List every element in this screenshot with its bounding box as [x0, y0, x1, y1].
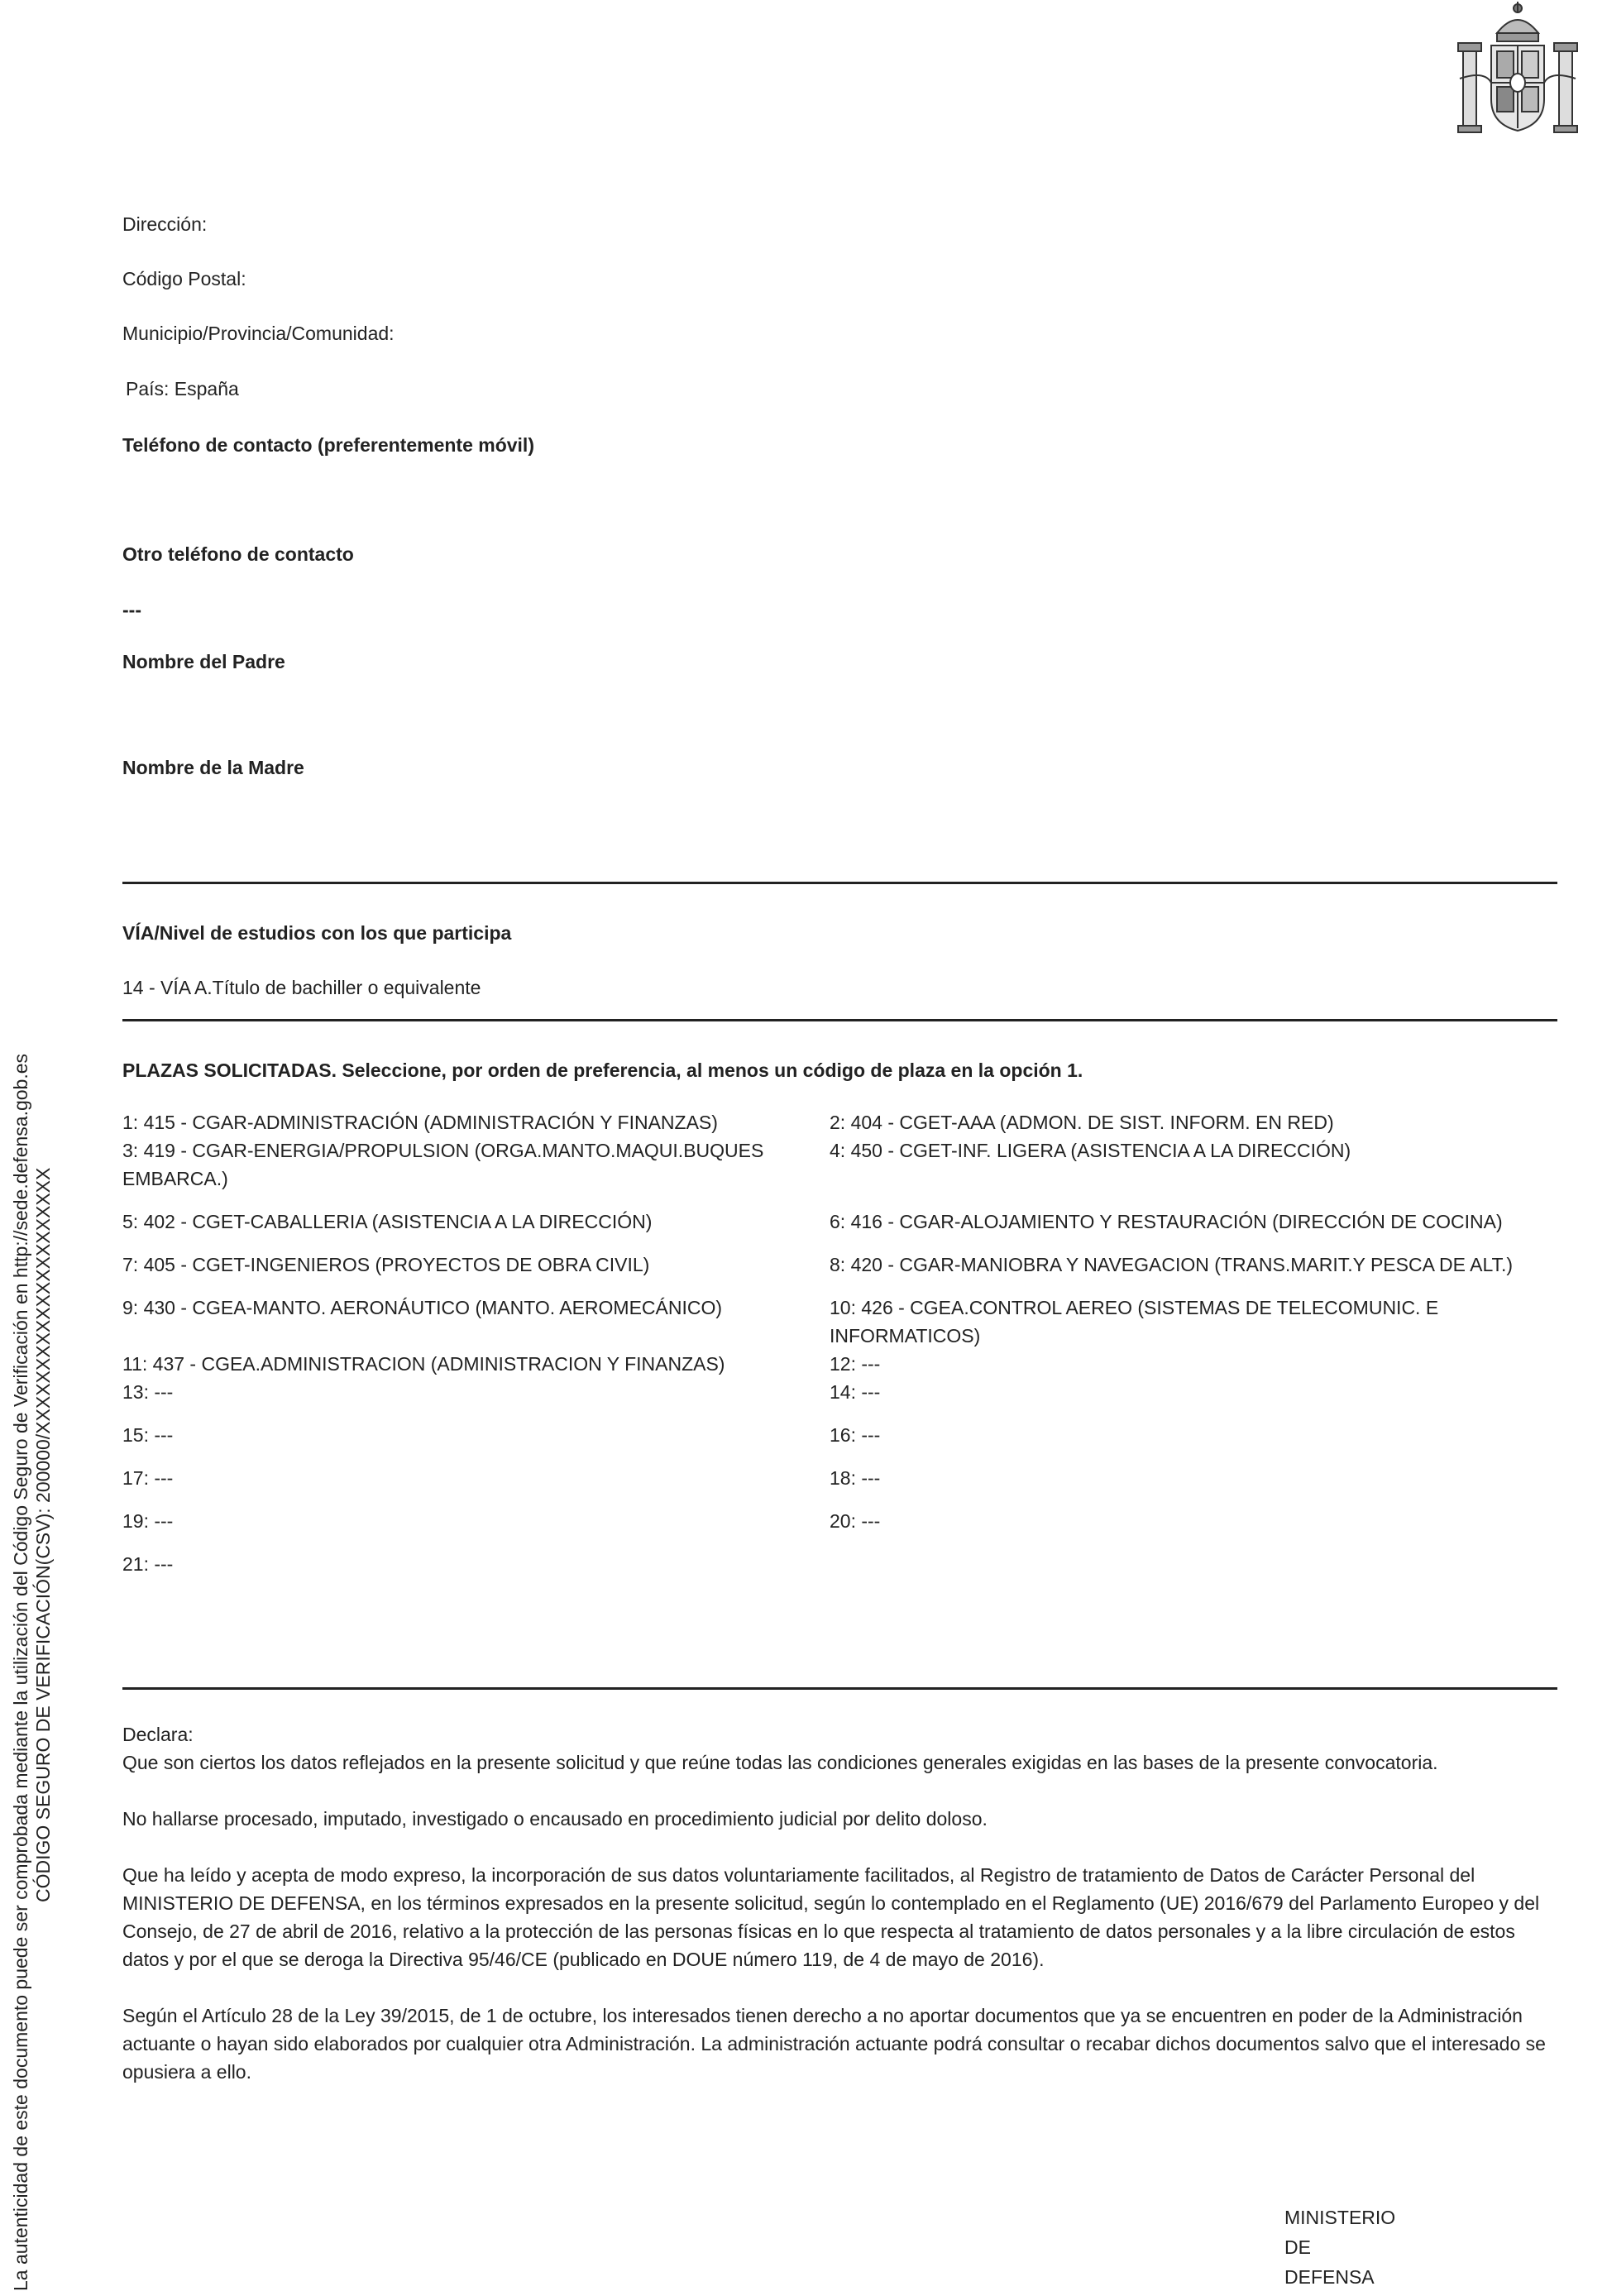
declara-paragraph: Según el Artículo 28 de la Ley 39/2015, de 1 de octubre, los interesados tienen derecho a no aportar documentos que ya se encuentren en poder de la Administración actuante o hayan sido elaborados por cualquier otra Administración. La administración actuante podrá consultar o recabar dichos documentos salvo que el interesado se opusiera a ello. — [122, 2005, 1546, 2083]
divider — [122, 882, 1557, 884]
estudios-value: 14 - VÍA A.Título de bachiller o equivalente — [122, 977, 481, 998]
side-text-line1: La autenticidad de este documento puede ser comprobada mediante la utilización del Código Seguro de Verificación en http://sede.defensa.gob.es — [10, 1053, 31, 2291]
plaza-item: 12: --- — [830, 1353, 881, 1375]
plaza-item: 3: 419 - CGAR-ENERGIA/PROPULSION (ORGA.MANTO.MAQUI.BUQUES EMBARCA.) — [122, 1140, 764, 1189]
plaza-item: 21: --- — [122, 1553, 174, 1575]
plaza-item: 20: --- — [830, 1510, 881, 1532]
plaza-item: 6: 416 - CGAR-ALOJAMIENTO Y RESTAURACIÓN (DIRECCIÓN DE COCINA) — [830, 1211, 1503, 1232]
footer-line: DE — [1284, 2236, 1311, 2258]
side-text-line2: CÓDIGO SEGURO DE VERIFICACIÓN(CSV): 200000/XXXXXXXXXXXXXXXXXXXXX — [32, 1167, 54, 1902]
plaza-item: 19: --- — [122, 1510, 174, 1532]
telefono-label: Teléfono de contacto (preferentemente móvil) — [122, 434, 534, 456]
declara-paragraph: No hallarse procesado, imputado, investigado o encausado en procedimiento judicial por delito doloso. — [122, 1808, 988, 1830]
padre-label: Nombre del Padre — [122, 651, 285, 672]
pais-label: País: España — [126, 378, 239, 399]
ministerio-footer — [1284, 2203, 1433, 2292]
plazas-title: PLAZAS SOLICITADAS. Seleccione, por orden de preferencia, al menos un código de plaza en la opción 1. — [122, 1060, 1083, 1081]
divider — [122, 1687, 1557, 1690]
estudios-label: VÍA/Nivel de estudios con los que participa — [122, 922, 512, 944]
plaza-item: 18: --- — [830, 1467, 881, 1489]
plaza-item: 7: 405 - CGET-INGENIEROS (PROYECTOS DE OBRA CIVIL) — [122, 1254, 650, 1275]
plaza-item: 17: --- — [122, 1467, 174, 1489]
declara-paragraph: Que ha leído y acepta de modo expreso, la incorporación de sus datos voluntariamente facilitados, al Registro de tratamiento de Datos de Carácter Personal del MINISTERIO DE DEFENSA, en los términos expresados en la presente solicitud, según lo contemplado en el Reglamento (UE) 2016/679 del Parlamento Europeo y del Consejo, de 27 de abril de 2016, relativo a la protección de las personas físicas en lo que respecta al tratamiento de datos personales y a la libre circulación de estos datos y por el que se deroga la Directiva 95/46/CE (publicado en DOUE número 119, de 4 de mayo de 2016). — [122, 1864, 1540, 1970]
direccion-label: Dirección: — [122, 213, 208, 235]
declara-paragraph: Que son ciertos los datos reflejados en la presente solicitud y que reúne todas las condiciones generales exigidas en las bases de la presente convocatoria. — [122, 1752, 1438, 1773]
plaza-item: 10: 426 - CGEA.CONTROL AEREO (SISTEMAS DE TELECOMUNIC. E INFORMATICOS) — [830, 1297, 1439, 1347]
municipio-label: Municipio/Provincia/Comunidad: — [122, 323, 395, 344]
plazas-list — [122, 1108, 1557, 1593]
plaza-item: 1: 415 - CGAR-ADMINISTRACIÓN (ADMINISTRACIÓN Y FINANZAS) — [122, 1112, 718, 1133]
plaza-item: 2: 404 - CGET-AAA (ADMON. DE SIST. INFORM. EN RED) — [830, 1112, 1334, 1133]
plaza-item: 13: --- — [122, 1381, 174, 1403]
madre-label: Nombre de la Madre — [122, 757, 304, 778]
footer-line: DEFENSA — [1284, 2266, 1375, 2288]
plaza-item: 4: 450 - CGET-INF. LIGERA (ASISTENCIA A LA DIRECCIÓN) — [830, 1140, 1351, 1161]
footer-line: MINISTERIO — [1284, 2207, 1396, 2228]
declaration-section — [122, 1720, 1557, 2114]
plaza-item: 5: 402 - CGET-CABALLERIA (ASISTENCIA A LA DIRECCIÓN) — [122, 1211, 653, 1232]
plaza-item: 11: 437 - CGEA.ADMINISTRACION (ADMINISTRACION Y FINANZAS) — [122, 1353, 725, 1375]
divider — [122, 1019, 1557, 1021]
plaza-item: 16: --- — [830, 1424, 881, 1446]
otro-telefono-value: --- — [122, 599, 141, 620]
plaza-item: 9: 430 - CGEA-MANTO. AERONÁUTICO (MANTO. AEROMECÁNICO) — [122, 1297, 723, 1318]
plaza-item: 15: --- — [122, 1424, 174, 1446]
otro-telefono-label: Otro teléfono de contacto — [122, 543, 354, 565]
codigo-postal-label: Código Postal: — [122, 268, 246, 289]
declara-title: Declara: — [122, 1724, 194, 1745]
side-verification-text — [10, 389, 68, 2291]
plaza-item: 8: 420 - CGAR-MANIOBRA Y NAVEGACION (TRANS.MARIT.Y PESCA DE ALT.) — [830, 1254, 1514, 1275]
coat-of-arms-icon — [1452, 0, 1584, 141]
plaza-item: 14: --- — [830, 1381, 881, 1403]
